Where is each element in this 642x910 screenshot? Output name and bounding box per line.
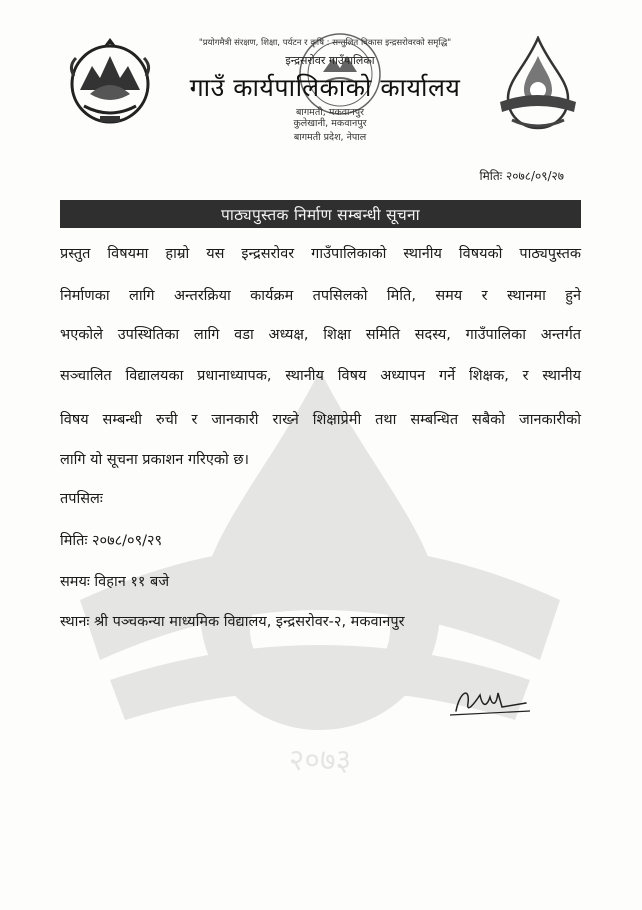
body-line: प्रस्तुत विषयमा हाम्रो यस इन्द्रसरोवर गाउँपालिकाको स्थानीय विषयको पाठ्यपुस्तक — [60, 246, 581, 262]
details-time: समयः विहान ११ बजे — [60, 574, 170, 590]
body-line: लागि यो सूचना प्रकाशन गरिएको छ। — [60, 452, 249, 468]
body-line: विषय सम्बन्धी रुची र जानकारी राख्ने शिक्षाप्रेमी तथा सम्बन्धित सबैको जानकारीको — [60, 412, 581, 428]
notice-title: पाठ्यपुस्तक निर्माण सम्बन्धी सूचना — [221, 206, 420, 224]
body-line: भएकोले उपस्थितिका लागि वडा अध्यक्ष, शिक्षा समिति सदस्य, गाउँपालिका अन्तर्गत — [60, 327, 581, 343]
issue-date: मितिः २०७८/०९/२७ — [479, 169, 564, 183]
details-date: मितिः २०७८/०९/२९ — [60, 533, 163, 549]
body-line: निर्माणका लागि अन्तरक्रिया कार्यक्रम तपसिलको मिति, समय र स्थानमा हुने — [60, 288, 581, 304]
notice-title-banner — [60, 200, 581, 228]
watermark-year: २०७३ — [288, 743, 352, 778]
rural-municipality-name: इन्द्रसरोवर गाउँपालिका — [285, 54, 375, 67]
details-venue: स्थानः श्री पञ्चकन्या माध्यमिक विद्यालय, इन्द्रसरोवर-२, मकवानपुर — [60, 614, 405, 630]
details-heading: तपसिलः — [60, 491, 103, 507]
office-title: गाउँ कार्यपालिकाको कार्यालय — [189, 73, 461, 102]
address-line-2: कुलेखानी, मकवानपुर — [293, 118, 367, 129]
signature — [446, 681, 532, 721]
body-line: सञ्चालित विद्यालयका प्रधानाध्यापक, स्थानीय विषय अध्यापन गर्ने शिक्षक, र स्थानीय — [60, 368, 581, 384]
address-line-1: बागमती, मकवानपुर — [295, 107, 365, 118]
municipality-emblem-icon — [490, 36, 586, 136]
address-line-3: बागमती प्रदेश, नेपाल — [293, 132, 367, 143]
letterhead-motto: "प्रयोगमैत्री संरक्षण, शिक्षा, पर्यटन र कृषि : सन्तुलित विकास इन्द्रसरोवरको समृद्धि" — [198, 38, 452, 48]
nepal-emblem-icon — [64, 36, 156, 128]
